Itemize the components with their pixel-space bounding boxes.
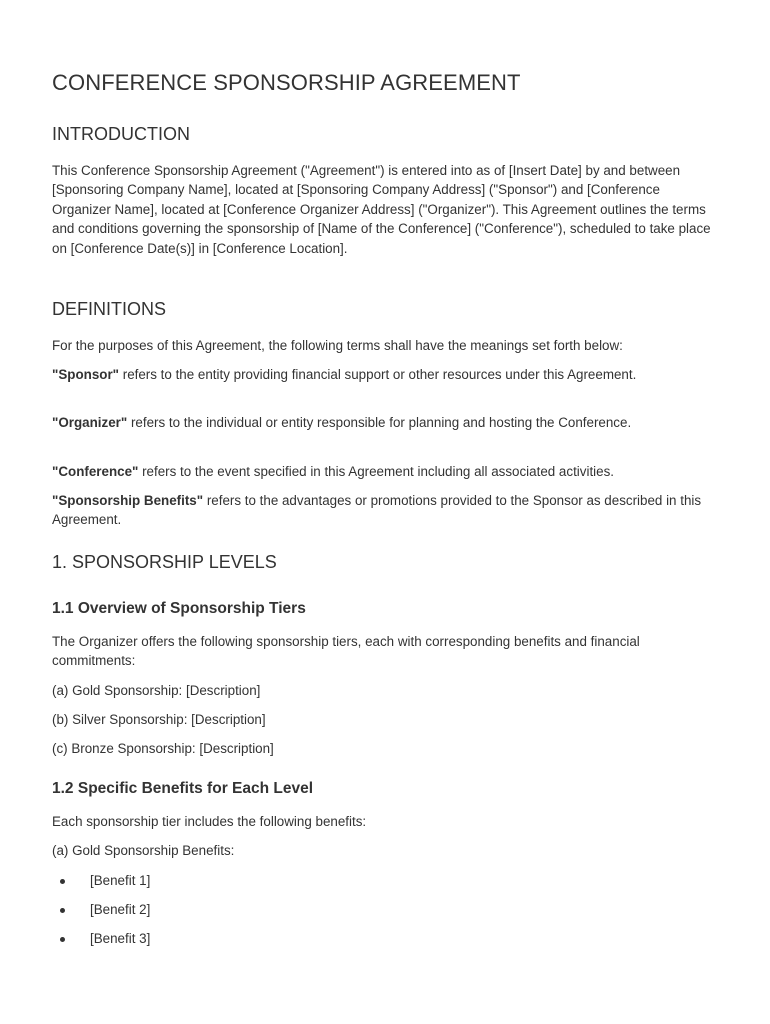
bullet-icon [60,908,65,913]
definition-item [52,413,718,432]
benefit-text: [Benefit 1] [90,873,151,888]
tier-gold: (a) Gold Sponsorship: [Description] [52,683,261,698]
section-1-2-heading: 1.2 Specific Benefits for Each Level [52,780,314,797]
definitions-intro: For the purposes of this Agreement, the following terms shall have the meanings set forth below: [52,338,623,353]
gold-benefits-label: (a) Gold Sponsorship Benefits: [52,843,235,858]
definition-term: "Organizer" [52,415,128,430]
definition-term: "Sponsorship Benefits" [52,493,204,508]
section-1-heading: 1. SPONSORSHIP LEVELS [52,552,277,572]
benefit-text: [Benefit 3] [90,931,151,946]
definition-text: refers to the event specified in this Agreement including all associated activities. [138,464,614,479]
definition-item [52,491,718,530]
section-1-1-intro: The Organizer offers the following sponsorship tiers, each with corresponding benefits and financial commitments: [52,634,640,669]
definition-text: refers to the entity providing financial support or other resources under this Agreement. [119,367,637,382]
document-title: CONFERENCE SPONSORSHIP AGREEMENT [52,70,521,95]
section-1-2-intro: Each sponsorship tier includes the following benefits: [52,814,367,829]
introduction-paragraph: This Conference Sponsorship Agreement ("Agreement") is entered into as of [Insert Date] by and between [Sponsoring Company Name], located at [Sponsoring Company Address] ("Sponsor") and [Conference Organizer Name], located at [Conference Organizer Address] ("Organizer"). This Agreement outlines the terms and conditions governing the sponsorship of [Name of the Conference] ("Conference"), scheduled to take place on [Conference Date(s)] in [Conference Location]. [52,163,711,256]
section-1-1-heading: 1.1 Overview of Sponsorship Tiers [52,600,306,617]
bullet-icon [60,879,65,884]
definition-text: refers to the advantages or promotions provided to the Sponsor as described in this Agreement. [52,493,702,528]
introduction-heading: INTRODUCTION [52,124,190,144]
benefit-text: [Benefit 2] [90,902,151,917]
tier-silver: (b) Silver Sponsorship: [Description] [52,712,266,727]
definition-item [52,365,718,384]
definition-text: refers to the individual or entity responsible for planning and hosting the Conference. [127,415,632,430]
bullet-icon [60,937,65,942]
tier-bronze: (c) Bronze Sponsorship: [Description] [52,741,274,756]
definition-term: "Conference" [52,464,139,479]
definition-term: "Sponsor" [52,367,120,382]
definition-item [52,462,718,481]
definitions-heading: DEFINITIONS [52,299,167,319]
